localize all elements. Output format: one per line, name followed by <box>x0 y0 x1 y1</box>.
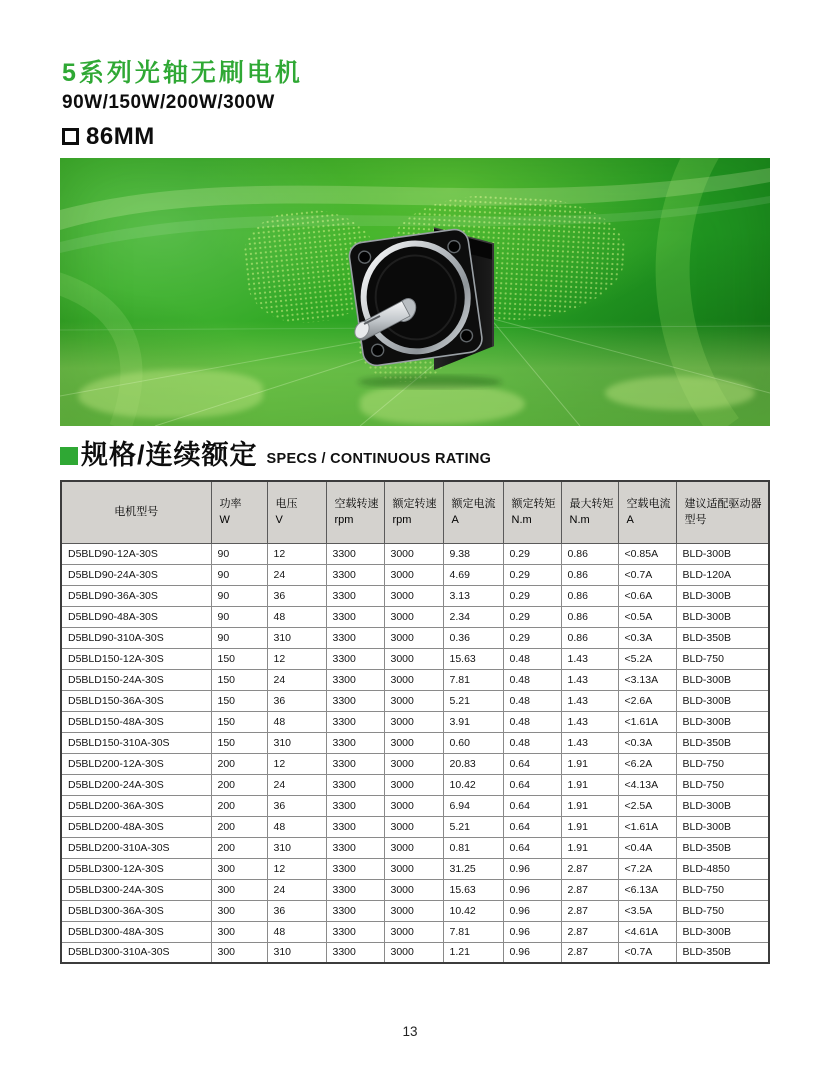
value-cell: 0.29 <box>503 585 561 606</box>
value-cell: 0.29 <box>503 606 561 627</box>
value-cell: 48 <box>267 921 326 942</box>
value-cell: BLD-300B <box>676 669 769 690</box>
value-cell: 3000 <box>384 564 443 585</box>
value-cell: BLD-300B <box>676 606 769 627</box>
value-cell: 0.48 <box>503 690 561 711</box>
value-cell: BLD-350B <box>676 837 769 858</box>
page-number: 13 <box>402 1024 418 1039</box>
value-cell: 1.43 <box>561 669 618 690</box>
value-cell: 200 <box>211 774 267 795</box>
value-cell: 2.87 <box>561 879 618 900</box>
value-cell: BLD-300B <box>676 711 769 732</box>
value-cell: <0.6A <box>618 585 676 606</box>
value-cell: BLD-300B <box>676 816 769 837</box>
value-cell: 0.96 <box>503 858 561 879</box>
col-header-unit: N.m <box>569 514 590 527</box>
brushless-motor-photo <box>342 214 520 390</box>
value-cell: 90 <box>211 564 267 585</box>
page-title: 5系列光轴无刷电机 <box>62 59 303 87</box>
value-cell: 310 <box>267 732 326 753</box>
value-cell: 12 <box>267 753 326 774</box>
value-cell: 200 <box>211 753 267 774</box>
value-cell: 3300 <box>326 648 384 669</box>
value-cell: 200 <box>211 837 267 858</box>
value-cell: 300 <box>211 921 267 942</box>
value-cell: 0.96 <box>503 942 561 963</box>
value-cell: BLD-4850 <box>676 858 769 879</box>
value-cell: 1.91 <box>561 795 618 816</box>
value-cell: 1.21 <box>443 942 503 963</box>
value-cell: 3000 <box>384 795 443 816</box>
table-row <box>61 942 769 963</box>
value-cell: 9.38 <box>443 543 503 564</box>
table-row <box>61 690 769 711</box>
value-cell: 7.81 <box>443 921 503 942</box>
value-cell: 0.96 <box>503 900 561 921</box>
value-cell: <1.61A <box>618 711 676 732</box>
value-cell: 150 <box>211 669 267 690</box>
value-cell: <0.7A <box>618 942 676 963</box>
value-cell: BLD-750 <box>676 753 769 774</box>
value-cell: 7.81 <box>443 669 503 690</box>
table-row <box>61 732 769 753</box>
value-cell: 90 <box>211 543 267 564</box>
value-cell: <3.5A <box>618 900 676 921</box>
value-cell: 3000 <box>384 942 443 963</box>
value-cell: 3300 <box>326 774 384 795</box>
frame-size-line <box>62 123 303 151</box>
value-cell: 310 <box>267 837 326 858</box>
col-header-8 <box>618 481 676 543</box>
value-cell: 3000 <box>384 606 443 627</box>
value-cell: 2.87 <box>561 942 618 963</box>
value-cell: 310 <box>267 942 326 963</box>
value-cell: 0.48 <box>503 711 561 732</box>
value-cell: 0.48 <box>503 732 561 753</box>
value-cell: BLD-300B <box>676 921 769 942</box>
value-cell: 20.83 <box>443 753 503 774</box>
value-cell: <2.6A <box>618 690 676 711</box>
table-row <box>61 858 769 879</box>
value-cell: BLD-300B <box>676 690 769 711</box>
value-cell: 0.60 <box>443 732 503 753</box>
value-cell: 1.43 <box>561 711 618 732</box>
value-cell: 0.81 <box>443 837 503 858</box>
value-cell: 10.42 <box>443 774 503 795</box>
value-cell: 1.91 <box>561 837 618 858</box>
value-cell: 15.63 <box>443 879 503 900</box>
value-cell: 3300 <box>326 858 384 879</box>
model-cell: D5BLD300-310A-30S <box>61 942 211 963</box>
table-row <box>61 606 769 627</box>
model-cell: D5BLD90-36A-30S <box>61 585 211 606</box>
value-cell: 36 <box>267 795 326 816</box>
value-cell: 10.42 <box>443 900 503 921</box>
value-cell: 1.43 <box>561 732 618 753</box>
specs-section-header <box>60 441 491 471</box>
frame-size-label: 86MM <box>86 122 155 150</box>
col-header-label: 功率 <box>219 497 242 510</box>
table-row <box>61 648 769 669</box>
model-cell: D5BLD300-12A-30S <box>61 858 211 879</box>
col-header-label: 额定转速 <box>392 497 437 510</box>
col-header-unit: W <box>219 514 230 527</box>
table-row <box>61 753 769 774</box>
model-cell: D5BLD300-48A-30S <box>61 921 211 942</box>
value-cell: <0.7A <box>618 564 676 585</box>
value-cell: 2.34 <box>443 606 503 627</box>
value-cell: 3000 <box>384 627 443 648</box>
section-title-en: SPECS / CONTINUOUS RATING <box>266 450 492 467</box>
model-cell: D5BLD90-24A-30S <box>61 564 211 585</box>
model-cell: D5BLD150-12A-30S <box>61 648 211 669</box>
col-header-9 <box>676 481 769 543</box>
model-cell: D5BLD150-48A-30S <box>61 711 211 732</box>
model-cell: D5BLD150-36A-30S <box>61 690 211 711</box>
value-cell: 3300 <box>326 816 384 837</box>
value-cell: 150 <box>211 690 267 711</box>
col-header-2 <box>267 481 326 543</box>
value-cell: 3300 <box>326 543 384 564</box>
model-cell: D5BLD200-310A-30S <box>61 837 211 858</box>
value-cell: 0.29 <box>503 543 561 564</box>
col-header-unit: A <box>451 514 459 527</box>
value-cell: 300 <box>211 942 267 963</box>
value-cell: 3000 <box>384 921 443 942</box>
value-cell: 0.96 <box>503 879 561 900</box>
value-cell: 24 <box>267 669 326 690</box>
value-cell: <3.13A <box>618 669 676 690</box>
col-header-1 <box>211 481 267 543</box>
value-cell: 0.86 <box>561 543 618 564</box>
table-row <box>61 921 769 942</box>
value-cell: 3.13 <box>443 585 503 606</box>
spec-table <box>60 480 770 964</box>
value-cell: 90 <box>211 627 267 648</box>
table-row <box>61 543 769 564</box>
value-cell: 3300 <box>326 837 384 858</box>
value-cell: 24 <box>267 774 326 795</box>
value-cell: 0.36 <box>443 627 503 648</box>
col-header-unit: A <box>626 514 634 527</box>
value-cell: 3300 <box>326 564 384 585</box>
value-cell: 5.21 <box>443 816 503 837</box>
table-row <box>61 564 769 585</box>
table-row <box>61 837 769 858</box>
value-cell: 48 <box>267 606 326 627</box>
model-cell: D5BLD150-310A-30S <box>61 732 211 753</box>
value-cell: 3300 <box>326 879 384 900</box>
value-cell: 1.91 <box>561 816 618 837</box>
value-cell: 3300 <box>326 942 384 963</box>
col-header-unit: N.m <box>511 514 532 527</box>
value-cell: BLD-300B <box>676 795 769 816</box>
model-cell: D5BLD150-24A-30S <box>61 669 211 690</box>
value-cell: BLD-750 <box>676 648 769 669</box>
value-cell: 0.64 <box>503 816 561 837</box>
col-header-unit: rpm <box>392 514 412 527</box>
model-cell: D5BLD200-12A-30S <box>61 753 211 774</box>
value-cell: <4.13A <box>618 774 676 795</box>
model-cell: D5BLD90-12A-30S <box>61 543 211 564</box>
value-cell: 3300 <box>326 669 384 690</box>
value-cell: <7.2A <box>618 858 676 879</box>
green-square-icon <box>60 447 78 465</box>
col-header-label: 建议适配驱动器型号 <box>684 497 762 527</box>
value-cell: 3300 <box>326 606 384 627</box>
value-cell: <0.85A <box>618 543 676 564</box>
value-cell: 3300 <box>326 627 384 648</box>
value-cell: 3000 <box>384 753 443 774</box>
value-cell: 12 <box>267 858 326 879</box>
page-subtitle: 90W/150W/200W/300W <box>62 91 275 113</box>
value-cell: 150 <box>211 711 267 732</box>
value-cell: 200 <box>211 816 267 837</box>
value-cell: 3000 <box>384 648 443 669</box>
value-cell: 48 <box>267 711 326 732</box>
value-cell: 3300 <box>326 753 384 774</box>
model-cell: D5BLD90-48A-30S <box>61 606 211 627</box>
col-header-7 <box>561 481 618 543</box>
table-row <box>61 711 769 732</box>
value-cell: 1.91 <box>561 753 618 774</box>
value-cell: <0.3A <box>618 732 676 753</box>
value-cell: 1.43 <box>561 690 618 711</box>
col-header-0 <box>61 481 211 543</box>
value-cell: 300 <box>211 900 267 921</box>
spec-table-body <box>61 543 769 963</box>
square-outline-icon <box>62 128 79 145</box>
value-cell: 4.69 <box>443 564 503 585</box>
value-cell: 0.29 <box>503 627 561 648</box>
value-cell: 3300 <box>326 795 384 816</box>
value-cell: 0.86 <box>561 564 618 585</box>
value-cell: 90 <box>211 585 267 606</box>
value-cell: 3300 <box>326 732 384 753</box>
value-cell: 15.63 <box>443 648 503 669</box>
col-header-6 <box>503 481 561 543</box>
value-cell: 3000 <box>384 816 443 837</box>
value-cell: 3300 <box>326 585 384 606</box>
value-cell: <6.2A <box>618 753 676 774</box>
value-cell: 300 <box>211 879 267 900</box>
value-cell: 0.86 <box>561 627 618 648</box>
value-cell: 150 <box>211 648 267 669</box>
col-header-label: 额定电流 <box>451 497 496 510</box>
value-cell: 90 <box>211 606 267 627</box>
value-cell: 24 <box>267 879 326 900</box>
value-cell: 3000 <box>384 774 443 795</box>
value-cell: 3300 <box>326 921 384 942</box>
table-row <box>61 669 769 690</box>
col-header-3 <box>326 481 384 543</box>
value-cell: <0.4A <box>618 837 676 858</box>
value-cell: 3300 <box>326 900 384 921</box>
value-cell: BLD-750 <box>676 900 769 921</box>
value-cell: <2.5A <box>618 795 676 816</box>
table-row <box>61 627 769 648</box>
value-cell: 150 <box>211 732 267 753</box>
value-cell: 0.48 <box>503 648 561 669</box>
value-cell: <1.61A <box>618 816 676 837</box>
value-cell: 3000 <box>384 900 443 921</box>
value-cell: BLD-750 <box>676 879 769 900</box>
value-cell: BLD-350B <box>676 627 769 648</box>
value-cell: 3.91 <box>443 711 503 732</box>
value-cell: 0.64 <box>503 837 561 858</box>
table-row <box>61 879 769 900</box>
model-cell: D5BLD300-36A-30S <box>61 900 211 921</box>
value-cell: 1.91 <box>561 774 618 795</box>
table-row <box>61 816 769 837</box>
value-cell: 3000 <box>384 837 443 858</box>
col-header-label: 电压 <box>275 497 298 510</box>
value-cell: 0.64 <box>503 795 561 816</box>
model-cell: D5BLD200-24A-30S <box>61 774 211 795</box>
value-cell: 3000 <box>384 732 443 753</box>
value-cell: 310 <box>267 627 326 648</box>
value-cell: 36 <box>267 900 326 921</box>
col-header-label: 电机型号 <box>114 506 159 518</box>
value-cell: 24 <box>267 564 326 585</box>
table-row <box>61 585 769 606</box>
spec-table-wrap <box>60 480 768 964</box>
value-cell: 3000 <box>384 543 443 564</box>
value-cell: 6.94 <box>443 795 503 816</box>
col-header-label: 空载电流 <box>626 497 671 510</box>
table-row <box>61 900 769 921</box>
value-cell: 0.64 <box>503 774 561 795</box>
value-cell: 3000 <box>384 669 443 690</box>
value-cell: 3000 <box>384 711 443 732</box>
value-cell: 3000 <box>384 858 443 879</box>
model-cell: D5BLD300-24A-30S <box>61 879 211 900</box>
value-cell: 0.29 <box>503 564 561 585</box>
product-banner-image <box>60 158 770 426</box>
value-cell: 31.25 <box>443 858 503 879</box>
spec-table-head <box>61 481 769 543</box>
value-cell: 300 <box>211 858 267 879</box>
value-cell: BLD-300B <box>676 585 769 606</box>
title-block <box>62 60 303 151</box>
value-cell: 3000 <box>384 690 443 711</box>
value-cell: 2.87 <box>561 858 618 879</box>
value-cell: 12 <box>267 543 326 564</box>
value-cell: BLD-300B <box>676 543 769 564</box>
table-row <box>61 795 769 816</box>
value-cell: <5.2A <box>618 648 676 669</box>
value-cell: 48 <box>267 816 326 837</box>
section-title-cn: 规格/连续额定 <box>81 440 258 470</box>
value-cell: <0.5A <box>618 606 676 627</box>
col-header-4 <box>384 481 443 543</box>
value-cell: 0.86 <box>561 585 618 606</box>
value-cell: <4.61A <box>618 921 676 942</box>
value-cell: 36 <box>267 690 326 711</box>
value-cell: 2.87 <box>561 921 618 942</box>
model-cell: D5BLD200-36A-30S <box>61 795 211 816</box>
value-cell: BLD-350B <box>676 732 769 753</box>
value-cell: 5.21 <box>443 690 503 711</box>
value-cell: <6.13A <box>618 879 676 900</box>
table-row <box>61 774 769 795</box>
col-header-label: 最大转矩 <box>569 497 614 510</box>
value-cell: 0.48 <box>503 669 561 690</box>
value-cell: 3000 <box>384 585 443 606</box>
col-header-label: 额定转矩 <box>511 497 556 510</box>
col-header-5 <box>443 481 503 543</box>
value-cell: BLD-750 <box>676 774 769 795</box>
model-cell: D5BLD90-310A-30S <box>61 627 211 648</box>
value-cell: BLD-350B <box>676 942 769 963</box>
value-cell: 36 <box>267 585 326 606</box>
value-cell: <0.3A <box>618 627 676 648</box>
value-cell: 12 <box>267 648 326 669</box>
value-cell: 0.96 <box>503 921 561 942</box>
value-cell: BLD-120A <box>676 564 769 585</box>
value-cell: 0.64 <box>503 753 561 774</box>
model-cell: D5BLD200-48A-30S <box>61 816 211 837</box>
value-cell: 3300 <box>326 690 384 711</box>
value-cell: 200 <box>211 795 267 816</box>
value-cell: 3300 <box>326 711 384 732</box>
col-header-unit: V <box>275 514 283 527</box>
value-cell: 2.87 <box>561 900 618 921</box>
value-cell: 0.86 <box>561 606 618 627</box>
col-header-label: 空载转速 <box>334 497 379 510</box>
value-cell: 1.43 <box>561 648 618 669</box>
col-header-unit: rpm <box>334 514 354 527</box>
value-cell: 3000 <box>384 879 443 900</box>
